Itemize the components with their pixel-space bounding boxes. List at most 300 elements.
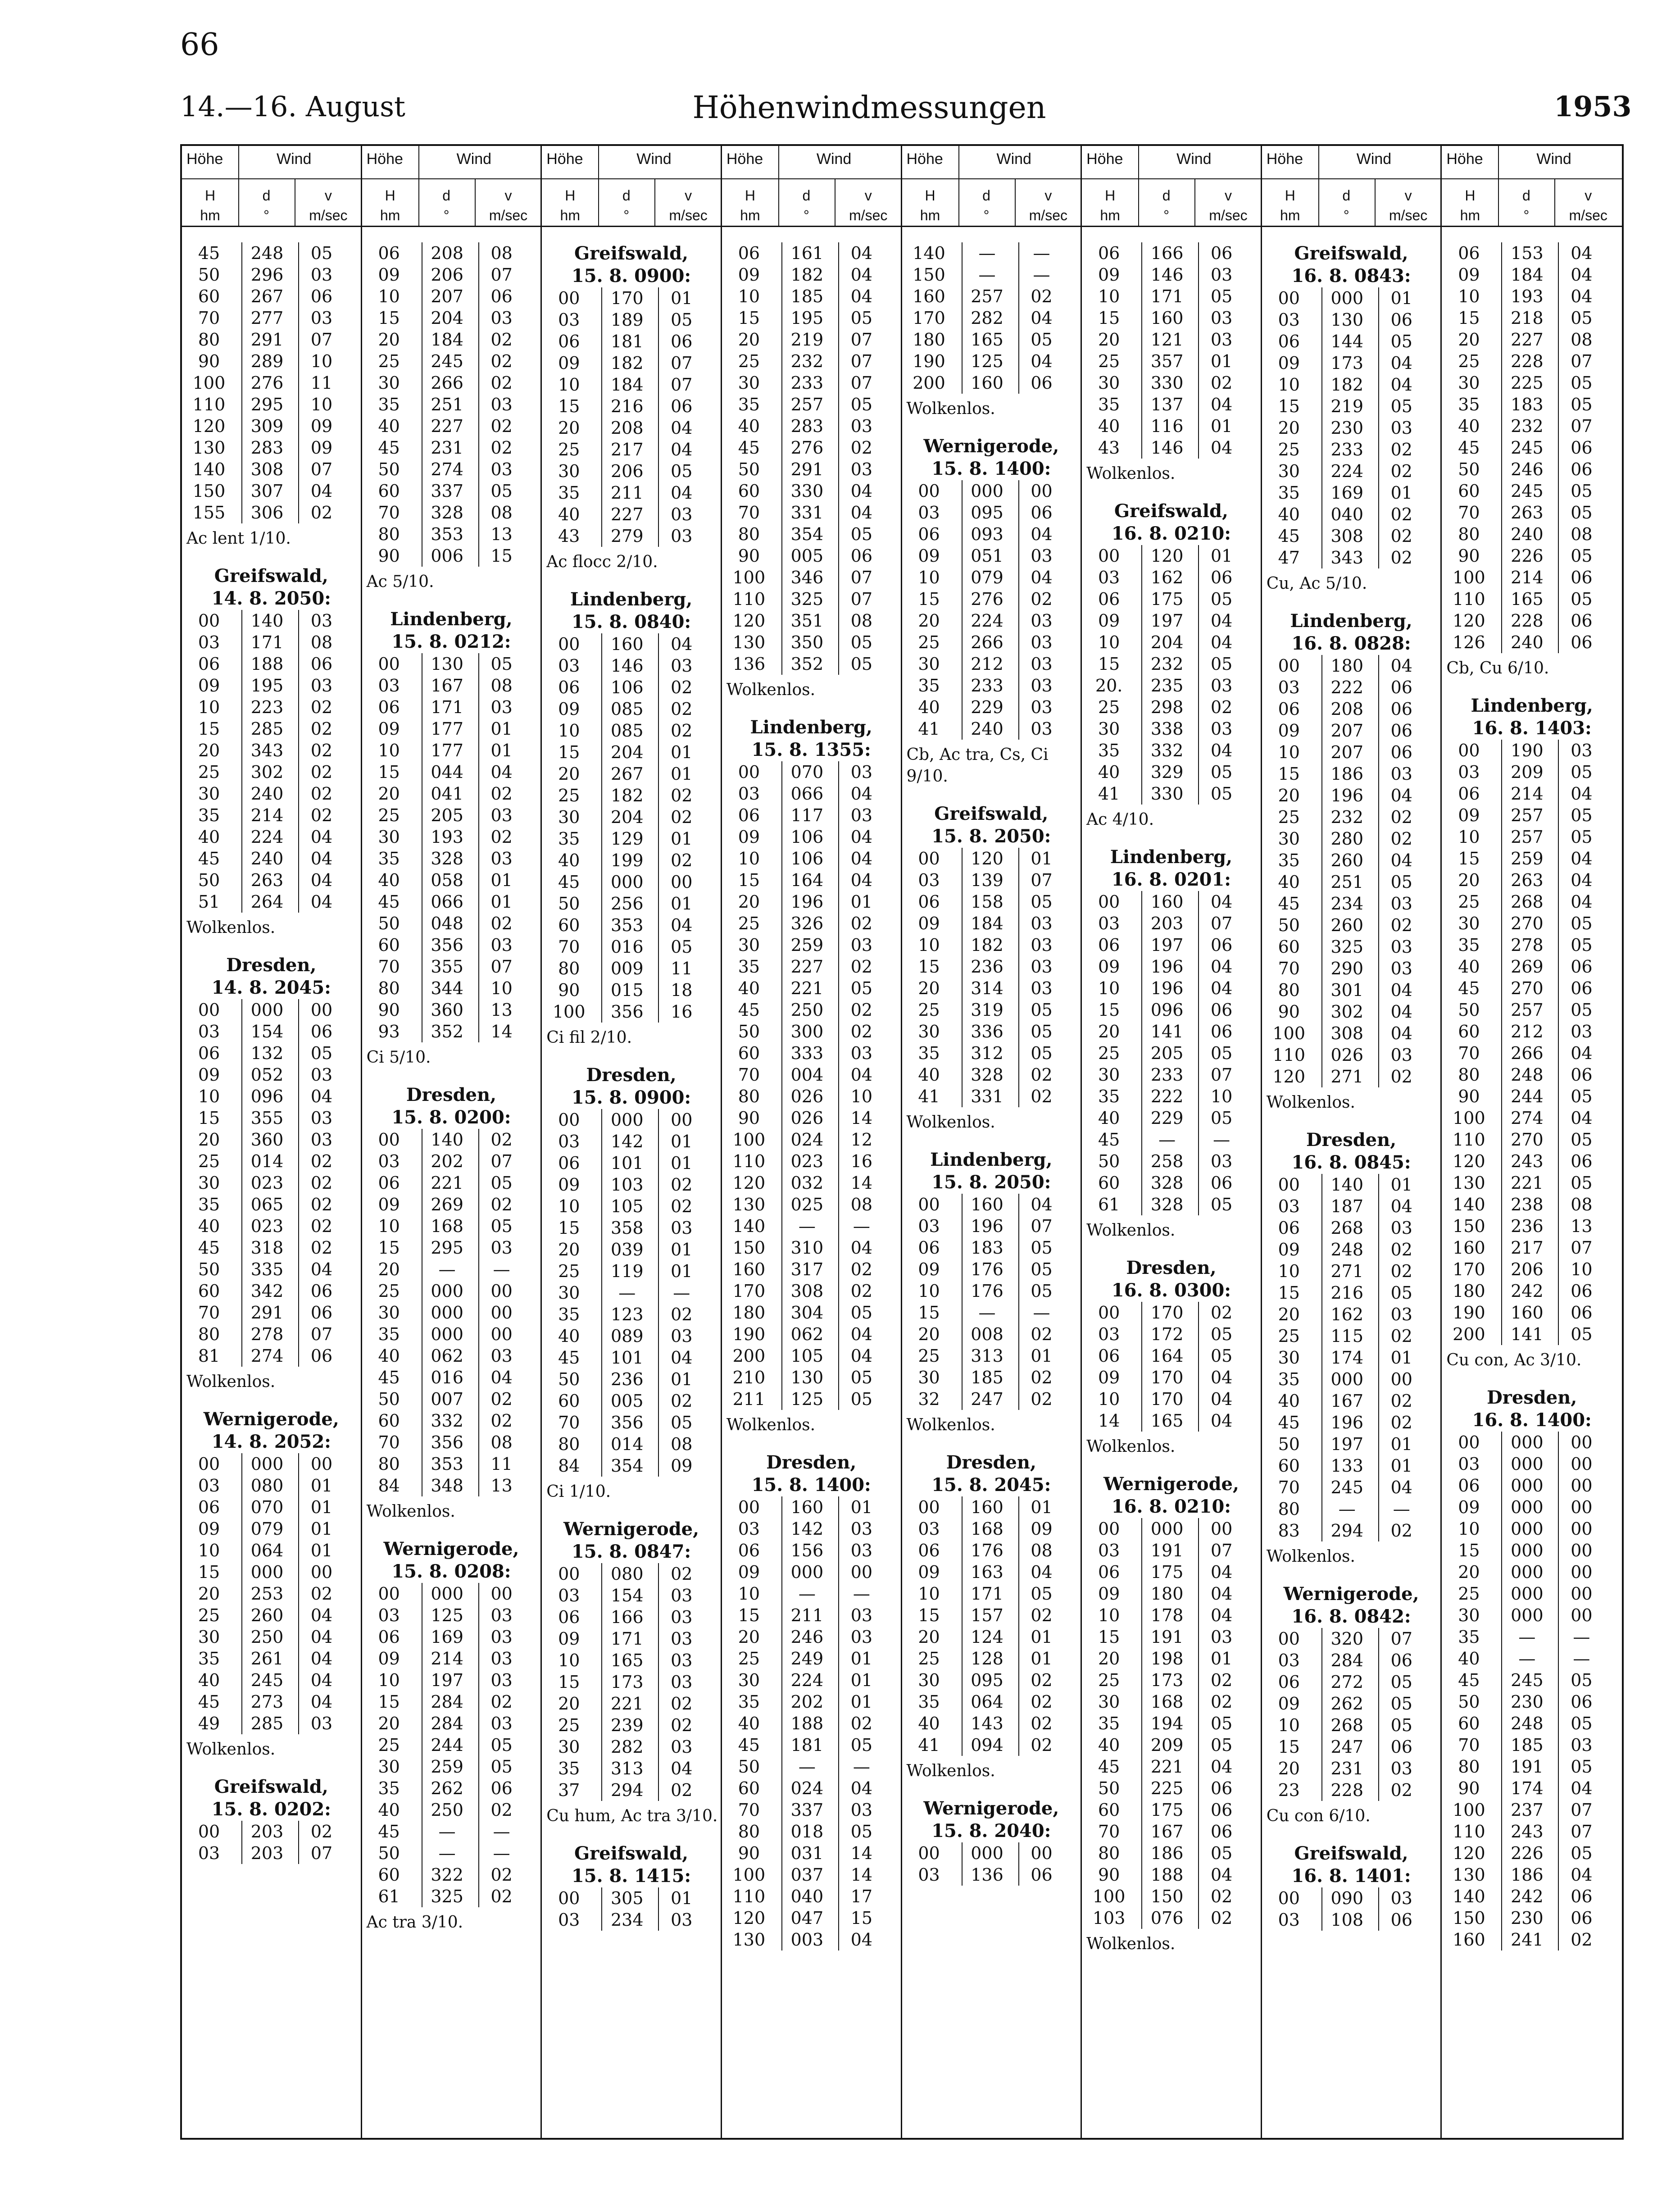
height-cell: 40: [378, 1800, 400, 1820]
speed-cell: 04: [658, 439, 704, 460]
table-row: [902, 1345, 1081, 1367]
direction-cell: 026: [781, 1086, 832, 1107]
speed-cell: 00: [478, 1280, 524, 1302]
speed-cell: 02: [1018, 1064, 1064, 1086]
table-row: [902, 1496, 1081, 1518]
speed-cell: 05: [1198, 1107, 1244, 1129]
table-row: [362, 740, 541, 761]
table-row: [362, 1605, 541, 1626]
speed-cell: 02: [1378, 1260, 1424, 1282]
table-row: [722, 1129, 901, 1150]
table-row: [722, 1799, 901, 1821]
table-row: [1082, 1713, 1261, 1734]
table-row: [1082, 1129, 1261, 1150]
speed-cell: 04: [298, 848, 344, 869]
speed-cell: 08: [1018, 1540, 1064, 1561]
table-row: [362, 1150, 541, 1172]
station-name: Dresden,: [946, 1452, 1036, 1473]
height-cell: 15: [918, 957, 940, 977]
table-row: [182, 761, 361, 783]
height-cell: 20: [1278, 786, 1300, 805]
height-cell: 80: [558, 959, 580, 978]
direction-cell: —: [1501, 1648, 1552, 1669]
speed-cell: 07: [298, 1842, 344, 1864]
direction-cell: 272: [1321, 1671, 1372, 1693]
direction-cell: 000: [1141, 1518, 1192, 1540]
height-cell: 40: [1278, 1391, 1300, 1411]
station-name: Greifswald,: [574, 243, 689, 264]
direction-cell: 154: [241, 1021, 292, 1042]
table-row: [542, 1909, 721, 1931]
table-row: [1262, 1001, 1441, 1023]
table-row: [182, 805, 361, 826]
height-cell: 25: [1098, 351, 1120, 371]
direction-cell: 217: [1501, 1237, 1552, 1259]
cloud-note: Ci 5/10.: [366, 1048, 431, 1067]
height-cell: 20: [378, 1714, 400, 1733]
table-row: [362, 1669, 541, 1691]
direction-cell: 212: [1501, 1021, 1552, 1042]
direction-cell: 167: [1321, 1390, 1372, 1412]
direction-cell: 250: [241, 1626, 292, 1648]
table-row: [1262, 417, 1441, 439]
direction-cell: 268: [1321, 1217, 1372, 1239]
height-cell: 35: [198, 1195, 220, 1214]
speed-cell: —: [838, 1756, 884, 1778]
table-row: [722, 372, 901, 394]
direction-cell: 202: [422, 1150, 472, 1172]
table-row: [1082, 1150, 1261, 1172]
table-row: [362, 1734, 541, 1756]
station-block: [1262, 242, 1441, 595]
speed-cell: 05: [1018, 1259, 1064, 1280]
direction-cell: 014: [601, 1433, 652, 1455]
header-v-ms: [475, 186, 542, 225]
speed-cell: 03: [1018, 696, 1064, 718]
direction-cell: 250: [781, 999, 832, 1021]
header-deg: °: [1163, 207, 1170, 223]
height-cell: 70: [1458, 1043, 1480, 1063]
table-row: [1262, 525, 1441, 547]
table-row: [1262, 763, 1441, 785]
direction-cell: 245: [422, 350, 472, 372]
speed-cell: 01: [1378, 287, 1424, 309]
station-time: 15. 8. 0208:: [391, 1561, 511, 1582]
height-cell: 70: [378, 503, 400, 523]
table-row: [182, 329, 361, 350]
height-cell: 09: [1098, 957, 1120, 977]
table-row: [722, 242, 901, 264]
speed-cell: 09: [1018, 1518, 1064, 1540]
height-cell: 00: [1278, 1888, 1300, 1908]
direction-cell: 080: [601, 1563, 652, 1585]
direction-cell: 125: [962, 350, 1012, 372]
speed-cell: 04: [838, 848, 884, 869]
table-row: [542, 893, 721, 914]
height-cell: 45: [558, 872, 580, 892]
direction-cell: 130: [781, 1367, 832, 1388]
height-cell: 03: [1098, 1324, 1120, 1344]
direction-cell: 263: [241, 869, 292, 891]
station-time: 15. 8. 0202:: [211, 1799, 331, 1820]
speed-cell: 14: [838, 1842, 884, 1864]
height-cell: 06: [1098, 935, 1120, 955]
table-row: [1262, 396, 1441, 417]
speed-cell: 06: [1558, 1886, 1604, 1907]
direction-cell: 332: [422, 1410, 472, 1432]
height-cell: 110: [732, 589, 766, 609]
direction-cell: 225: [1501, 372, 1552, 394]
table-row: [182, 1605, 361, 1626]
direction-cell: 146: [1141, 264, 1192, 286]
height-cell: 20.: [1095, 676, 1123, 696]
height-cell: 50: [738, 1757, 760, 1777]
direction-cell: 230: [1321, 417, 1372, 439]
speed-cell: 10: [1558, 1259, 1604, 1280]
table-row: [362, 1583, 541, 1605]
table-row: [902, 1864, 1081, 1886]
direction-cell: 066: [781, 783, 832, 805]
speed-cell: 04: [298, 891, 344, 913]
cloud-note: Wolkenlos.: [1266, 1547, 1355, 1566]
table-row: [542, 677, 721, 698]
table-row: [542, 1325, 721, 1347]
table-row: [902, 1583, 1081, 1605]
speed-cell: 02: [1018, 1323, 1064, 1345]
table-row: [362, 1388, 541, 1410]
header-v: v: [864, 187, 872, 204]
height-cell: 30: [1458, 373, 1480, 393]
height-cell: 20: [198, 1130, 220, 1150]
speed-cell: 04: [298, 1648, 344, 1669]
speed-cell: 08: [478, 242, 524, 264]
direction-cell: 296: [241, 264, 292, 286]
direction-cell: 285: [241, 1713, 292, 1734]
height-cell: 25: [1458, 351, 1480, 371]
height-cell: 09: [198, 676, 220, 696]
direction-cell: 232: [1141, 653, 1192, 675]
height-cell: 10: [1458, 1519, 1480, 1539]
direction-cell: 291: [241, 1302, 292, 1323]
height-cell: 00: [1278, 288, 1300, 308]
speed-cell: 02: [478, 913, 524, 934]
table-row: [1082, 1799, 1261, 1821]
table-row: [182, 610, 361, 632]
height-cell: 41: [918, 1735, 940, 1755]
speed-cell: 06: [1378, 1736, 1424, 1758]
direction-cell: 166: [601, 1606, 652, 1628]
speed-cell: 03: [838, 459, 884, 480]
direction-cell: 289: [241, 350, 292, 372]
height-cell: 100: [1453, 1108, 1485, 1128]
speed-cell: 00: [1378, 1369, 1424, 1390]
height-cell: 03: [558, 656, 580, 676]
height-cell: 84: [378, 1476, 400, 1496]
speed-cell: 05: [478, 653, 524, 675]
speed-cell: 02: [1378, 806, 1424, 828]
direction-cell: 195: [241, 675, 292, 696]
direction-cell: 320: [1321, 1628, 1372, 1650]
speed-cell: 04: [478, 1367, 524, 1388]
table-row: [902, 696, 1081, 718]
direction-cell: 125: [422, 1605, 472, 1626]
table-row: [362, 956, 541, 978]
direction-cell: 247: [962, 1388, 1012, 1410]
table-row: [362, 696, 541, 718]
height-cell: 30: [1278, 829, 1300, 849]
speed-cell: 02: [298, 718, 344, 740]
direction-cell: 298: [1141, 696, 1192, 718]
direction-cell: 336: [962, 1021, 1012, 1042]
height-cell: 150: [1453, 1908, 1485, 1928]
speed-cell: 04: [1198, 1561, 1244, 1583]
table-row: [902, 1626, 1081, 1648]
header-d: d: [1522, 187, 1530, 204]
direction-cell: 009: [601, 958, 652, 979]
height-cell: 40: [918, 697, 940, 717]
table-row: [1262, 1369, 1441, 1390]
direction-cell: 000: [1501, 1605, 1552, 1626]
table-row: [362, 1129, 541, 1150]
table-row: [362, 1691, 541, 1713]
table-row: [362, 761, 541, 783]
direction-cell: 191: [1501, 1756, 1552, 1778]
table-row: [542, 1779, 721, 1801]
table-row: [902, 1259, 1081, 1280]
station-name: Dresden,: [406, 1084, 497, 1105]
speed-cell: 09: [658, 1455, 704, 1477]
height-cell: 40: [918, 1065, 940, 1085]
table-row: [1082, 1042, 1261, 1064]
speed-cell: 06: [1558, 1907, 1604, 1929]
direction-cell: 173: [601, 1671, 652, 1693]
table-row: [182, 394, 361, 415]
direction-cell: 274: [241, 1345, 292, 1367]
table-row: [182, 1150, 361, 1172]
table-row: [1262, 1628, 1441, 1650]
speed-cell: 02: [1378, 439, 1424, 460]
speed-cell: 03: [478, 1669, 524, 1691]
height-cell: 80: [738, 524, 760, 544]
station-block: [1442, 1387, 1622, 1950]
height-cell: 180: [1453, 1281, 1485, 1301]
speed-cell: 05: [478, 1215, 524, 1237]
direction-cell: —: [781, 1583, 832, 1605]
height-cell: 10: [378, 741, 400, 760]
cloud-note: Wolkenlos.: [1086, 1221, 1176, 1240]
direction-cell: 224: [962, 610, 1012, 632]
table-row: [182, 264, 361, 286]
height-cell: 90: [198, 351, 220, 371]
direction-cell: 260: [1321, 850, 1372, 871]
height-cell: 60: [198, 286, 220, 306]
speed-cell: 02: [1378, 1390, 1424, 1412]
direction-cell: 000: [781, 1561, 832, 1583]
direction-cell: 204: [601, 806, 652, 828]
direction-cell: 164: [781, 869, 832, 891]
direction-cell: 174: [1501, 1778, 1552, 1799]
table-row: [722, 1756, 901, 1778]
speed-cell: 04: [1198, 1756, 1244, 1778]
speed-cell: 02: [658, 785, 704, 806]
direction-cell: 267: [601, 763, 652, 785]
direction-cell: 000: [1501, 1432, 1552, 1453]
table-row: [362, 1302, 541, 1323]
height-cell: 30: [738, 373, 760, 393]
direction-cell: 259: [1501, 848, 1552, 869]
speed-cell: 04: [1198, 632, 1244, 653]
station-block: [362, 1538, 541, 1933]
direction-cell: 304: [781, 1302, 832, 1323]
station-block: [1442, 695, 1622, 1371]
header-d-deg: [418, 186, 475, 225]
speed-cell: 03: [1018, 913, 1064, 934]
table-row: [542, 352, 721, 374]
speed-cell: 02: [838, 1713, 884, 1734]
direction-cell: 181: [601, 331, 652, 352]
direction-cell: 218: [1501, 307, 1552, 329]
direction-cell: 312: [962, 1042, 1012, 1064]
height-cell: 120: [732, 1908, 766, 1928]
direction-cell: 170: [601, 287, 652, 309]
direction-cell: 263: [1501, 502, 1552, 523]
speed-cell: 04: [1378, 352, 1424, 374]
speed-cell: 05: [1198, 1734, 1244, 1756]
header-deg: °: [803, 207, 809, 223]
height-cell: 120: [732, 1173, 766, 1193]
direction-cell: 016: [422, 1367, 472, 1388]
table-row: [1442, 286, 1622, 307]
height-cell: 03: [918, 1216, 940, 1236]
height-cell: 136: [732, 654, 766, 674]
height-cell: 190: [1453, 1303, 1485, 1323]
speed-cell: 00: [1558, 1432, 1604, 1453]
direction-cell: 300: [781, 1021, 832, 1042]
speed-cell: 05: [1198, 588, 1244, 610]
speed-cell: 03: [658, 1671, 704, 1693]
station-name: Dresden,: [1126, 1257, 1217, 1278]
height-cell: 25: [918, 1346, 940, 1366]
height-cell: 15: [378, 308, 400, 328]
direction-cell: 284: [1321, 1650, 1372, 1671]
height-cell: 09: [1098, 1584, 1120, 1604]
table-row: [1262, 1433, 1441, 1455]
speed-cell: 06: [838, 545, 884, 567]
direction-cell: 000: [962, 480, 1012, 502]
direction-cell: 183: [962, 1237, 1012, 1259]
speed-cell: 05: [1018, 1280, 1064, 1302]
height-cell: 155: [192, 503, 226, 523]
height-cell: 35: [918, 676, 940, 696]
table-row: [902, 1561, 1081, 1583]
table-row: [542, 1196, 721, 1217]
direction-cell: 186: [1141, 1842, 1192, 1864]
height-cell: 09: [558, 353, 580, 373]
speed-cell: 02: [1378, 547, 1424, 568]
direction-cell: 278: [241, 1323, 292, 1345]
speed-cell: —: [1018, 264, 1064, 286]
height-cell: 49: [198, 1714, 220, 1733]
height-cell: 90: [738, 1843, 760, 1863]
speed-cell: 02: [838, 913, 884, 934]
direction-cell: 356: [422, 934, 472, 956]
direction-cell: 079: [241, 1518, 292, 1540]
height-cell: 15: [738, 308, 760, 328]
speed-cell: 04: [1198, 394, 1244, 415]
table-row: [362, 1713, 541, 1734]
height-cell: 40: [1098, 416, 1120, 436]
speed-cell: 02: [478, 1194, 524, 1215]
table-row: [182, 1302, 361, 1323]
speed-cell: 05: [1198, 1323, 1244, 1345]
speed-cell: 07: [298, 459, 344, 480]
speed-cell: 08: [838, 1194, 884, 1215]
table-row: [1082, 1842, 1261, 1864]
header-v: v: [1044, 187, 1052, 204]
direction-cell: 161: [781, 242, 832, 264]
table-row: [722, 307, 901, 329]
speed-cell: 07: [298, 1323, 344, 1345]
table-row: [1442, 264, 1622, 286]
table-row: [1262, 655, 1441, 677]
table-row: [902, 610, 1081, 632]
direction-cell: 000: [1501, 1518, 1552, 1540]
table-row: [542, 1152, 721, 1174]
height-cell: 09: [198, 1065, 220, 1085]
table-row: [182, 1518, 361, 1540]
station-name: Wernigerode,: [1103, 1473, 1239, 1495]
height-cell: 09: [1458, 805, 1480, 825]
height-cell: 30: [558, 1283, 580, 1303]
height-cell: 30: [1278, 1348, 1300, 1368]
direction-cell: 209: [1141, 1734, 1192, 1756]
height-cell: 100: [1092, 1887, 1126, 1906]
table-row: [542, 1109, 721, 1131]
height-cell: 00: [738, 762, 760, 782]
direction-cell: —: [781, 1756, 832, 1778]
station-block: [182, 1408, 361, 1760]
table-row: [1442, 1194, 1622, 1215]
table-row: [182, 1194, 361, 1215]
header-v-ms: [835, 186, 902, 225]
speed-cell: 05: [838, 978, 884, 999]
direction-cell: 168: [1141, 1691, 1192, 1713]
height-cell: 47: [1278, 548, 1300, 568]
header-H-hm: [1442, 186, 1498, 225]
speed-cell: 00: [478, 1323, 524, 1345]
height-cell: 35: [1098, 395, 1120, 414]
table-row: [1262, 309, 1441, 331]
direction-cell: 257: [1501, 826, 1552, 848]
speed-cell: 04: [298, 1086, 344, 1107]
direction-cell: 191: [1141, 1626, 1192, 1648]
height-cell: 03: [1098, 914, 1120, 933]
header-hm: hm: [380, 207, 400, 223]
height-cell: 20: [378, 1259, 400, 1279]
height-cell: 35: [1278, 850, 1300, 870]
direction-cell: 188: [1141, 1864, 1192, 1886]
height-cell: 41: [1098, 784, 1120, 804]
direction-cell: 196: [1321, 1412, 1372, 1433]
direction-cell: 106: [781, 848, 832, 869]
table-row: [1442, 307, 1622, 329]
speed-cell: 05: [1198, 783, 1244, 805]
height-cell: 90: [558, 980, 580, 1000]
speed-cell: 04: [838, 1323, 884, 1345]
cloud-note: Wolkenlos.: [1086, 1437, 1176, 1456]
speed-cell: 05: [1198, 1042, 1244, 1064]
table-row: [1442, 826, 1622, 848]
